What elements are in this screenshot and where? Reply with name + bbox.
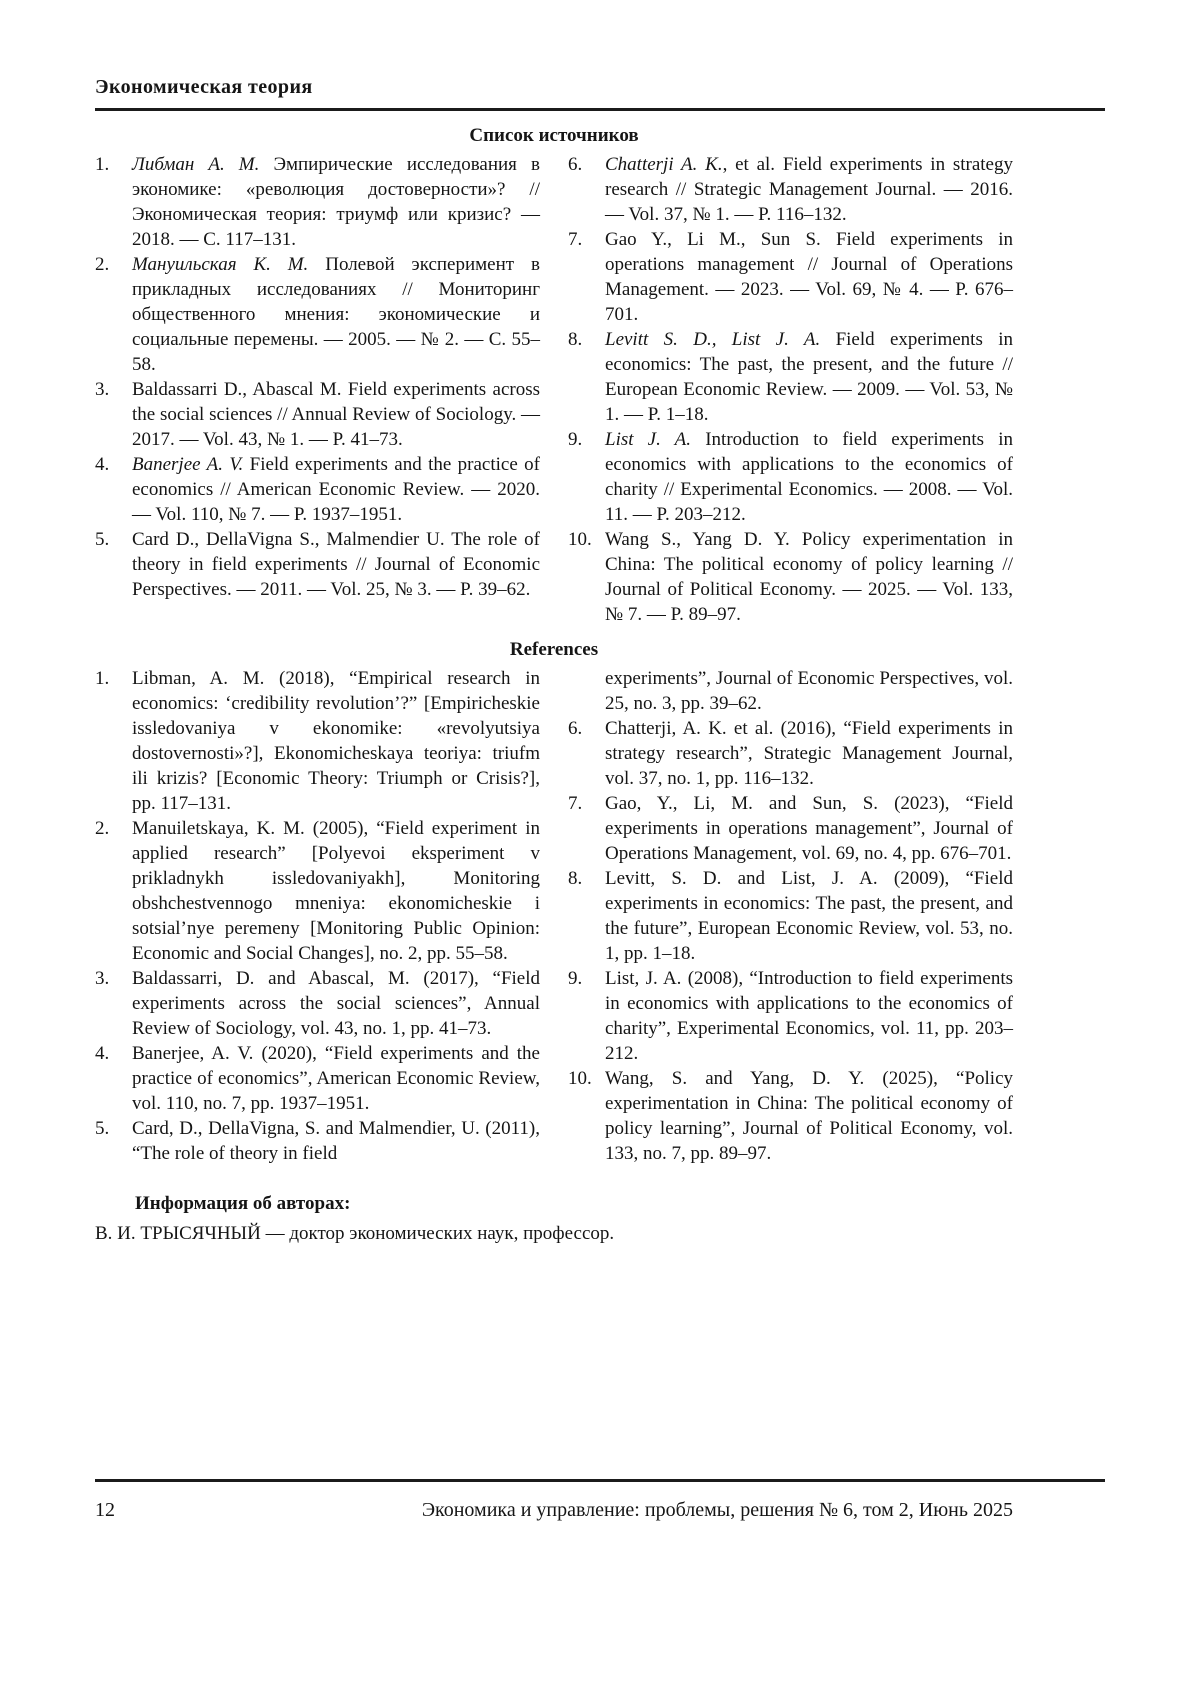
source-item-text-segment: Card D., DellaVigna S., Malmendier U. The role of theory in field experiments // Journal of Economic Perspectives. — 2011. — Vol. 25, № 3. — P. 39–62. — [132, 529, 540, 600]
reference-item — [95, 816, 540, 966]
source-item — [568, 152, 1013, 227]
source-item — [95, 527, 540, 602]
source-item-number: 5. — [95, 529, 110, 550]
reference-item-text — [605, 1068, 1013, 1164]
reference-item — [568, 866, 1013, 966]
source-item-text — [132, 154, 540, 250]
authors-info-section — [95, 1190, 1013, 1247]
running-head: Экономическая теория — [95, 76, 313, 98]
reference-item-text — [605, 868, 1013, 964]
reference-item-text-segment: Manuiletskaya, K. M. (2005), “Field experiment in applied research” [Polyevoi eksperiment v prikladnykh issledovaniyakh], Monitoring obshchestvennogo mneniya: ekonomicheskie i sotsial’nye peremeny [Monitoring Public Opinion: Economic and Social Changes], no. 2, pp. 55–58. — [132, 818, 540, 964]
reference-item — [568, 966, 1013, 1066]
reference-item-number: 10. — [568, 1068, 592, 1089]
source-item-text-segment: , et al. Field experiments in strategy research // Strategic Management Journal. — 2016. — Vol. 37, № 1. — P. 116–132. — [605, 154, 1013, 225]
reference-item-text — [605, 968, 1013, 1064]
source-item-text — [132, 379, 540, 450]
source-item — [95, 377, 540, 452]
source-item-text — [605, 429, 1013, 525]
source-item — [568, 527, 1013, 627]
reference-item-text-segment: Libman, A. M. (2018), “Empirical research in economics: ‘credibility revolution’?” [Empiricheskie issledovaniya v ekonomike: «revolyutsiya dostovernosti»?], Ekonomicheskaya teoriya: triufm ili krizis? [Economic Theory: Triumph or Crisis?], pp. 117–131. — [132, 668, 540, 814]
authors-info-text: В. И. ТРЫСЯЧНЫЙ — доктор экономических наук, профессор. — [95, 1223, 615, 1244]
source-item-text-segment: Эмпирические исследования в экономике: «революция достоверности»? // Экономическая теория: триумф или кризис? — 2018. — С. 117–131. — [132, 154, 540, 250]
source-item-text-segment: Wang S., Yang D. Y. Policy experimentation in China: The political economy of policy learning // Journal of Political Economy. — 2025. — Vol. 133, № 7. — P. 89–97. — [605, 529, 1013, 625]
page-footer — [95, 1479, 1105, 1522]
source-item-number: 7. — [568, 229, 583, 250]
author-name-italic: Banerjee A. V. — [132, 454, 244, 475]
reference-item-number: 4. — [95, 1043, 110, 1064]
source-item-number: 4. — [95, 454, 110, 475]
authors-info-title: Информация об авторах: — [135, 1193, 351, 1214]
references-right-column — [568, 666, 1013, 1166]
sources-right-column — [568, 152, 1013, 627]
reference-item-text-segment: Card, D., DellaVigna, S. and Malmendier, U. (2011), “The role of theory in field — [132, 1118, 540, 1164]
reference-item-text — [605, 668, 1013, 714]
reference-item-number: 6. — [568, 718, 583, 739]
source-item-text — [132, 454, 540, 525]
footer-rule — [95, 1479, 1105, 1482]
source-item-text-segment: Baldassarri D., Abascal M. Field experiments across the social sciences // Annual Review of Sociology. — 2017. — Vol. 43, № 1. — P. 41–73. — [132, 379, 540, 450]
source-item-text-segment: Полевой эксперимент в прикладных исследованиях // Мониторинг общественного мнения: экономические и социальные перемены. — 2005. — № 2. — С. 55–58. — [132, 254, 540, 375]
source-item-text-segment: Field experiments in economics: The past, the present, and the future // European Economic Review. — 2009. — Vol. 53, № 1. — P. 1–18. — [605, 329, 1013, 425]
reference-item-text-segment: Baldassarri, D. and Abascal, M. (2017), “Field experiments across the social sciences”, Annual Review of Sociology, vol. 43, no. 1, pp. 41–73. — [132, 968, 540, 1039]
source-item-number: 1. — [95, 154, 110, 175]
reference-item-number: 9. — [568, 968, 583, 989]
reference-item-number: 1. — [95, 668, 110, 689]
reference-item-text — [132, 1043, 540, 1114]
source-item-number: 10. — [568, 529, 592, 550]
references-left-column — [95, 666, 540, 1166]
source-item-text-segment: Introduction to field experiments in economics with applications to the economics of charity // Experimental Economics. — 2008. — Vol. 11. — P. 203–212. — [605, 429, 1014, 525]
sources-list — [95, 152, 1013, 627]
source-item-number: 3. — [95, 379, 110, 400]
author-name-italic: Мануильская К. М. — [132, 254, 309, 275]
author-name-italic: Chatterji A. K. — [605, 154, 723, 175]
reference-item — [568, 1066, 1013, 1166]
source-item — [568, 227, 1013, 327]
author-name-italic: Levitt S. D., List J. A. — [605, 329, 821, 350]
reference-item-number: 3. — [95, 968, 110, 989]
source-item — [95, 452, 540, 527]
reference-item-text-segment: Gao, Y., Li, M. and Sun, S. (2023), “Field experiments in operations management”, Journal of Operations Management, vol. 69, no. 4, pp. 676–701. — [605, 793, 1013, 864]
source-item-text — [605, 229, 1013, 325]
reference-item — [95, 1041, 540, 1116]
reference-item-number: 7. — [568, 793, 583, 814]
source-item-number: 9. — [568, 429, 583, 450]
reference-item-number: 5. — [95, 1118, 110, 1139]
reference-item-text-segment: List, J. A. (2008), “Introduction to field experiments in economics with applications to the economics of charity”, Experimental Economics, vol. 11, pp. 203–212. — [605, 968, 1013, 1064]
source-item-text — [605, 529, 1013, 625]
sources-title: Список источников — [469, 125, 639, 146]
source-item — [568, 327, 1013, 427]
reference-item-text — [605, 718, 1013, 789]
source-item — [568, 427, 1013, 527]
source-item-text-segment: Field experiments and the practice of economics // American Economic Review. — 2020. — Vol. 110, № 7. — P. 1937–1951. — [132, 454, 540, 525]
reference-item — [95, 966, 540, 1041]
reference-item-text — [132, 1118, 540, 1164]
page-number: 12 — [95, 1499, 115, 1521]
reference-item-number: 2. — [95, 818, 110, 839]
reference-item-text — [132, 668, 540, 814]
author-name-italic: Либман А. М. — [132, 154, 260, 175]
author-name-italic: List J. A. — [605, 429, 692, 450]
source-item — [95, 152, 540, 252]
references-list — [95, 666, 1013, 1166]
reference-item-text — [132, 818, 540, 964]
source-item-text-segment: Gao Y., Li M., Sun S. Field experiments in operations management // Journal of Operations Management. — 2023. — Vol. 69, № 4. — P. 676–701. — [605, 229, 1013, 325]
source-item-text — [605, 154, 1013, 225]
reference-item-number: 8. — [568, 868, 583, 889]
reference-item-text-segment: experiments”, Journal of Economic Perspectives, vol. 25, no. 3, pp. 39–62. — [605, 668, 1013, 714]
reference-item — [568, 791, 1013, 866]
source-item-text — [132, 529, 540, 600]
text-block — [95, 125, 1013, 1247]
reference-item-text-segment: Levitt, S. D. and List, J. A. (2009), “Field experiments in economics: The past, the present, and the future”, European Economic Review, vol. 53, no. 1, pp. 1–18. — [605, 868, 1013, 964]
reference-item-text — [132, 968, 540, 1039]
reference-item — [568, 666, 1013, 716]
reference-item — [95, 1116, 540, 1166]
header-rule — [95, 108, 1105, 111]
references-title: References — [509, 639, 599, 660]
reference-item — [95, 666, 540, 816]
source-item-text — [132, 254, 540, 375]
reference-item-text-segment: Banerjee, A. V. (2020), “Field experiments and the practice of economics”, American Economic Review, vol. 110, no. 7, pp. 1937–1951. — [132, 1043, 540, 1114]
reference-item-text-segment: Wang, S. and Yang, D. Y. (2025), “Policy experimentation in China: The political economy of policy learning”, Journal of Political Economy, vol. 133, no. 7, pp. 89–97. — [605, 1068, 1013, 1164]
reference-item-text — [605, 793, 1013, 864]
reference-item — [568, 716, 1013, 791]
source-item-number: 8. — [568, 329, 583, 350]
footer-row — [95, 1499, 1013, 1522]
reference-item-text-segment: Chatterji, A. K. et al. (2016), “Field experiments in strategy research”, Strategic Management Journal, vol. 37, no. 1, pp. 116–132. — [605, 718, 1013, 789]
sources-left-column — [95, 152, 540, 627]
source-item-text — [605, 329, 1013, 425]
source-item-number: 2. — [95, 254, 110, 275]
source-item-number: 6. — [568, 154, 583, 175]
source-item — [95, 252, 540, 377]
journal-line: Экономика и управление: проблемы, решения № 6, том 2, Июнь 2025 — [421, 1499, 1013, 1521]
